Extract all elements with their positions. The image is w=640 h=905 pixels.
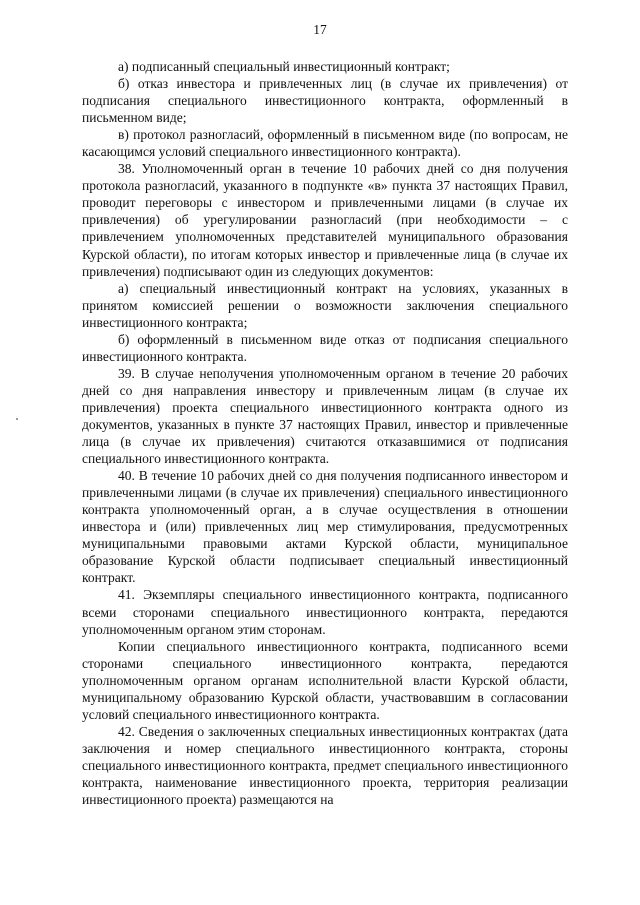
page-number: 17 xyxy=(313,22,327,37)
paragraph-item-38-subitem-a: а) специальный инвестиционный контракт на условиях, указанных в принятом комиссией решении о возможности заключения специального инвестиционного контракта; xyxy=(82,280,568,330)
paragraph-item-40: 40. В течение 10 рабочих дней со дня получения подписанного инвестором и привлеченными лицами (в случае их привлечения) специального инвестиционного контракта уполномоченный орган, а в случае осуществления в отношении инвестора и (или) привлеченных лиц мер стимулирования, предусмотренных муниципальными правовыми актами Курской области, муниципальное образование Курской области подписывает специальный инвестиционный контракт. xyxy=(82,468,568,586)
paragraph-item-38-subitem-b: б) оформленный в письменном виде отказ от подписания специального инвестиционного контракта. xyxy=(82,331,568,364)
paragraph-subitem-a: а) подписанный специальный инвестиционный контракт; xyxy=(118,59,450,74)
paragraph-item-39: 39. В случае неполучения уполномоченным органом в течение 20 рабочих дней со дня направления инвестору и привлеченным лицам (в случае их привлечения) проекта специального инвестиционного контракта одного из документов, указанных в пункте 37 настоящих Правил, инвестор и привлеченные лица (в случае их привлечения) считаются отказавшимися от подписания специального инвестиционного контракта. xyxy=(82,365,568,467)
paragraph-item-38: 38. Уполномоченный орган в течение 10 рабочих дней со дня получения протокола разногласий, указанного в подпункте «в» пункта 37 настоящих Правил, проводит переговоры с инвестором и привлеченными лицами (в случае их привлечения) об урегулировании разногласий (при необходимости – с привлечением уполномоченных представителей муниципального образования Курской области), по итогам которых инвестор и привлеченные лица (в случае их привлечения) подписывают один из следующих документов: xyxy=(82,161,568,279)
paragraph-item-42: 42. Сведения о заключенных специальных инвестиционных контрактах (дата заключения и номер специального инвестиционного контракта, стороны специального инвестиционного контракта, предмет специального инвестиционного контракта, наименование инвестиционного проекта, территория реализации инвестиционного проекта) размещаются на xyxy=(82,723,568,808)
paragraph-subitem-v: в) протокол разногласий, оформленный в письменном виде (по вопросам, не касающимся условий специального инвестиционного контракта). xyxy=(82,127,568,160)
margin-speck xyxy=(16,418,18,420)
paragraph-item-41: 41. Экземпляры специального инвестиционного контракта, подписанного всеми сторонами специального инвестиционного контракта, передаются уполномоченным органом этим сторонам. xyxy=(82,587,568,637)
document-body xyxy=(82,58,568,808)
paragraph-subitem-b: б) отказ инвестора и привлеченных лиц (в случае их привлечения) от подписания специального инвестиционного контракта, оформленный в письменном виде; xyxy=(82,76,568,126)
paragraph-item-41-copies: Копии специального инвестиционного контракта, подписанного всеми сторонами специального инвестиционного контракта, передаются уполномоченным органом органам исполнительной власти Курской области, муниципальному образованию Курской области, участвовавшим в согласовании условий специального инвестиционного контракта. xyxy=(82,638,568,722)
